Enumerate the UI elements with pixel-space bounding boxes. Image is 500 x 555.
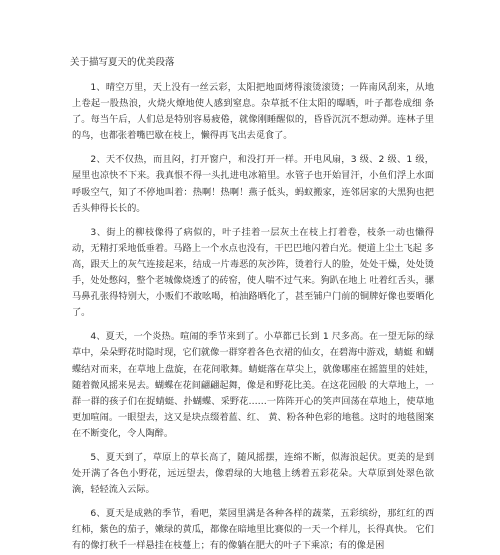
document-title: 关于描写夏天的优美段落 (70, 57, 175, 68)
paragraph-3: 3、街上的柳枝像得了病似的，叶子挂着一层灰土在枝上打着卷，枝条一动也懒得动，无精打采地低垂着。马路上一个水点也没有，干巴巴地闪着白光。便道上尘土飞起 多高，跟天上的灰气连接起来，结成一片毒恶的灰沙阵，烫着行人的脸，处处干燥，处处烫手，处处憋闷，整个老城像烧透了的砖窑，使人喘不过气来。狗趴在地上 吐着红舌头，骡马鼻孔张得特别大，小贩们不敢吆喝，柏油路晒化了，甚至铺户门前的铜牌好像也要晒化了。 (72, 226, 434, 319)
paragraph-4: 4、夏天，一个炎热。喧闹的季节来到了。小草都已长到 1 尺多高。在一望无际的绿草中，朵朵野花时隐时现，它们就像一群穿着各色衣裙的仙女，在碧海中游戏，蜻蜓 和蝴蝶结对而来，在草地上盘旋，在花间歌舞。蜻蜓落在草尖上，就像哪座在摇篮里的娃娃，随着微风摇来晃去。蝴蝶在花间翩翩起舞，像是和野花比美。在这花园般 的大草地上，一群一群的孩子们在捉蜻蜓、扑蝴蝶、采野花……一阵阵开心的笑声回荡在草地上，使草地更加喧闹。一眼望去，这又是块点缀着蓝、红、 黄、粉各种色彩的地毯。这时的地毯图案在不断变化，令人陶醉。 (72, 331, 434, 439)
paragraph-5: 5、夏天到了，草原上的草长高了，随风摇摆，连绵不断，似海浪起伏。更美的是到处开满了各色小野花，远远望去，像碧绿的大地毯上绣着五彩花朵。大草原到处翠色欲滴，轻轻流入云际。 (72, 451, 434, 496)
paragraph-6: 6、夏天是成熟的季节，看吧，菜园里满是各种各样的蔬菜，五彩缤纷，那红红的西红柿，紫色的茄子，嫩绿的黄瓜，都像在暗地里比赛似的一天一个样儿，长得真快。 它们有的像打秋千一样悬挂在枝蔓上；有的像躺在肥大的叶子下乘凉；有的像是困 (72, 508, 434, 552)
paragraph-1: 1、晴空万里，天上没有一丝云彩，太阳把地面烤得滚烫滚烫；一阵南风刮来，从地上卷起一股热浪，火烧火燎地使人感到窒息。杂草抵不住太阳的曝晒，叶子都卷成细 条了。每当午后，人们总是特别容易疲倦，就像刚睡醒似的，昏昏沉沉不想动弹。连林子里的鸟，也都张着嘴巴歇在枝上，懒得再飞出去觅食了。 (72, 82, 434, 142)
paragraph-2: 2、天不仅热，而且闷，打开窗户，和没打开一样。开电风扇，3 级、2 级、1 级，屋里也凉快不下来。我真恨不得一头扎进电冰箱里。水管子也开始冒汗，小鱼们浮上水面呼吸空气，知了不停地叫着：热啊！热啊！燕子低头，蚂蚁搬家，连邻居家的大黑狗也把舌头伸得长长的。 (72, 154, 434, 214)
